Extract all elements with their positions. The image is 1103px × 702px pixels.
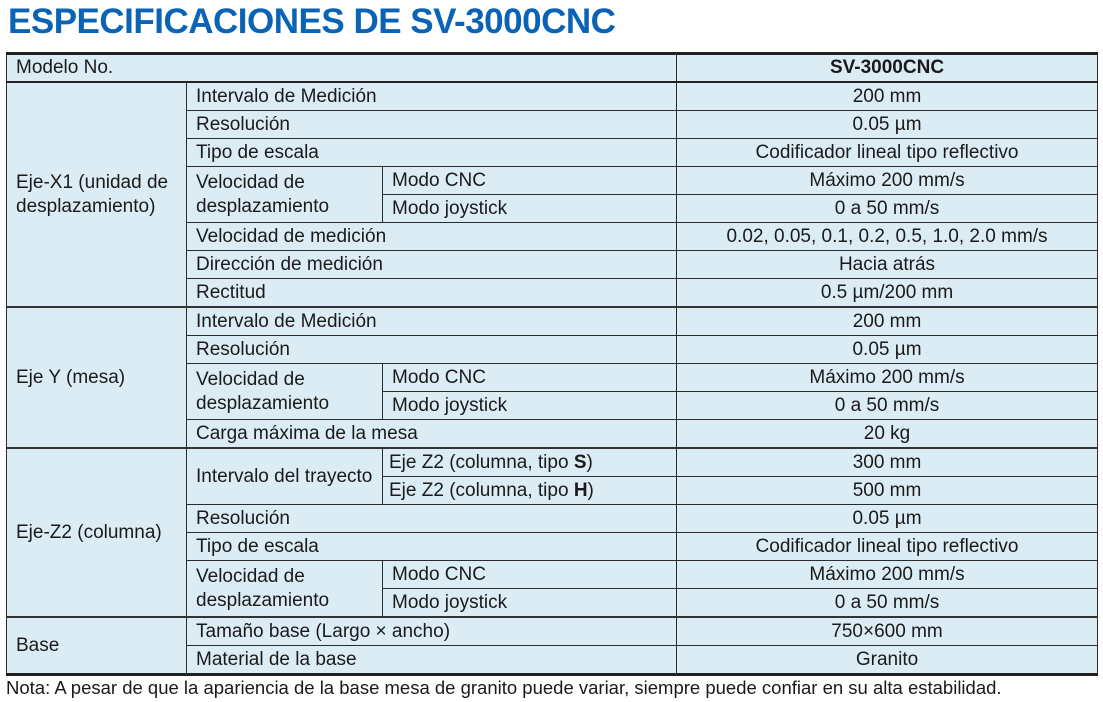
- table-row: [7, 307, 1098, 336]
- sub-label: Modo CNC: [383, 561, 677, 589]
- sub-label: [383, 448, 677, 477]
- row-label: Velocidad de desplazamiento: [187, 561, 383, 618]
- row-value: 0.02, 0.05, 0.1, 0.2, 0.5, 1.0, 2.0 mm/s: [677, 223, 1098, 251]
- row-value: Máximo 200 mm/s: [677, 364, 1098, 392]
- row-label: Material de la base: [187, 646, 677, 675]
- row-value: 20 kg: [677, 420, 1098, 449]
- row-label: Rectitud: [187, 279, 677, 308]
- sub-label: Modo joystick: [383, 392, 677, 420]
- sub-label-letter: S: [573, 451, 587, 473]
- row-label: Tipo de escala: [187, 533, 677, 561]
- table-row: [7, 617, 1098, 646]
- row-value: 0 a 50 mm/s: [677, 195, 1098, 223]
- header-row: [7, 54, 1098, 83]
- row-value: Codificador lineal tipo reflectivo: [677, 533, 1098, 561]
- sub-label-suffix: ): [587, 479, 594, 501]
- row-label: Intervalo del trayecto: [187, 448, 383, 505]
- row-value: 0 a 50 mm/s: [677, 589, 1098, 618]
- row-value: 0.5 µm/200 mm: [677, 279, 1098, 308]
- sub-label: Modo joystick: [383, 589, 677, 618]
- row-value: 300 mm: [677, 448, 1098, 477]
- row-label: Velocidad de desplazamiento: [187, 167, 383, 223]
- row-label: Resolución: [187, 336, 677, 364]
- group-y: Eje Y (mesa): [7, 307, 187, 448]
- row-value: Codificador lineal tipo reflectivo: [677, 139, 1098, 167]
- table-row: [7, 82, 1098, 111]
- row-label: Velocidad de medición: [187, 223, 677, 251]
- row-value: 200 mm: [677, 82, 1098, 111]
- row-value: Máximo 200 mm/s: [677, 561, 1098, 589]
- row-label: Tamaño base (Largo × ancho): [187, 617, 677, 646]
- group-base: Base: [7, 617, 187, 675]
- table-row: [7, 448, 1098, 477]
- row-value: 500 mm: [677, 477, 1098, 505]
- page-title: ESPECIFICACIONES DE SV-3000CNC: [8, 2, 616, 41]
- row-value: 200 mm: [677, 307, 1098, 336]
- sub-label-text: Eje Z2 (columna, tipo: [389, 451, 574, 473]
- sub-label: Modo joystick: [383, 195, 677, 223]
- row-value: Granito: [677, 646, 1098, 675]
- spec-table: [6, 52, 1098, 676]
- sub-label: Modo CNC: [383, 167, 677, 195]
- row-value: 0.05 µm: [677, 505, 1098, 533]
- row-label: Tipo de escala: [187, 139, 677, 167]
- row-value: 0.05 µm: [677, 111, 1098, 139]
- row-value: Hacia atrás: [677, 251, 1098, 279]
- row-label: Resolución: [187, 505, 677, 533]
- sub-label-suffix: ): [586, 451, 593, 473]
- header-model: [677, 54, 1098, 83]
- row-label: Velocidad de desplazamiento: [187, 364, 383, 420]
- row-label: Carga máxima de la mesa: [187, 420, 677, 449]
- row-value: 0.05 µm: [677, 336, 1098, 364]
- row-value: 0 a 50 mm/s: [677, 392, 1098, 420]
- footnote: Nota: A pesar de que la apariencia de la base mesa de granito puede variar, siempre puede confiar en su alta estabilidad.: [6, 677, 1002, 698]
- row-label: Resolución: [187, 111, 677, 139]
- sub-label-text: Eje Z2 (columna, tipo: [389, 479, 574, 501]
- row-value: 750×600 mm: [677, 617, 1098, 646]
- sub-label-letter: H: [573, 479, 588, 501]
- sub-label: [383, 477, 677, 505]
- row-label: Intervalo de Medición: [187, 82, 677, 111]
- header-label: Modelo No.: [7, 54, 677, 83]
- group-x1: Eje-X1 (unidad de desplazamiento): [7, 82, 187, 307]
- row-label: Intervalo de Medición: [187, 307, 677, 336]
- sub-label: Modo CNC: [383, 364, 677, 392]
- row-label: Dirección de medición: [187, 251, 677, 279]
- row-value: Máximo 200 mm/s: [677, 167, 1098, 195]
- model-name: SV-3000CNC: [829, 57, 945, 78]
- group-z2: Eje-Z2 (columna): [7, 448, 187, 617]
